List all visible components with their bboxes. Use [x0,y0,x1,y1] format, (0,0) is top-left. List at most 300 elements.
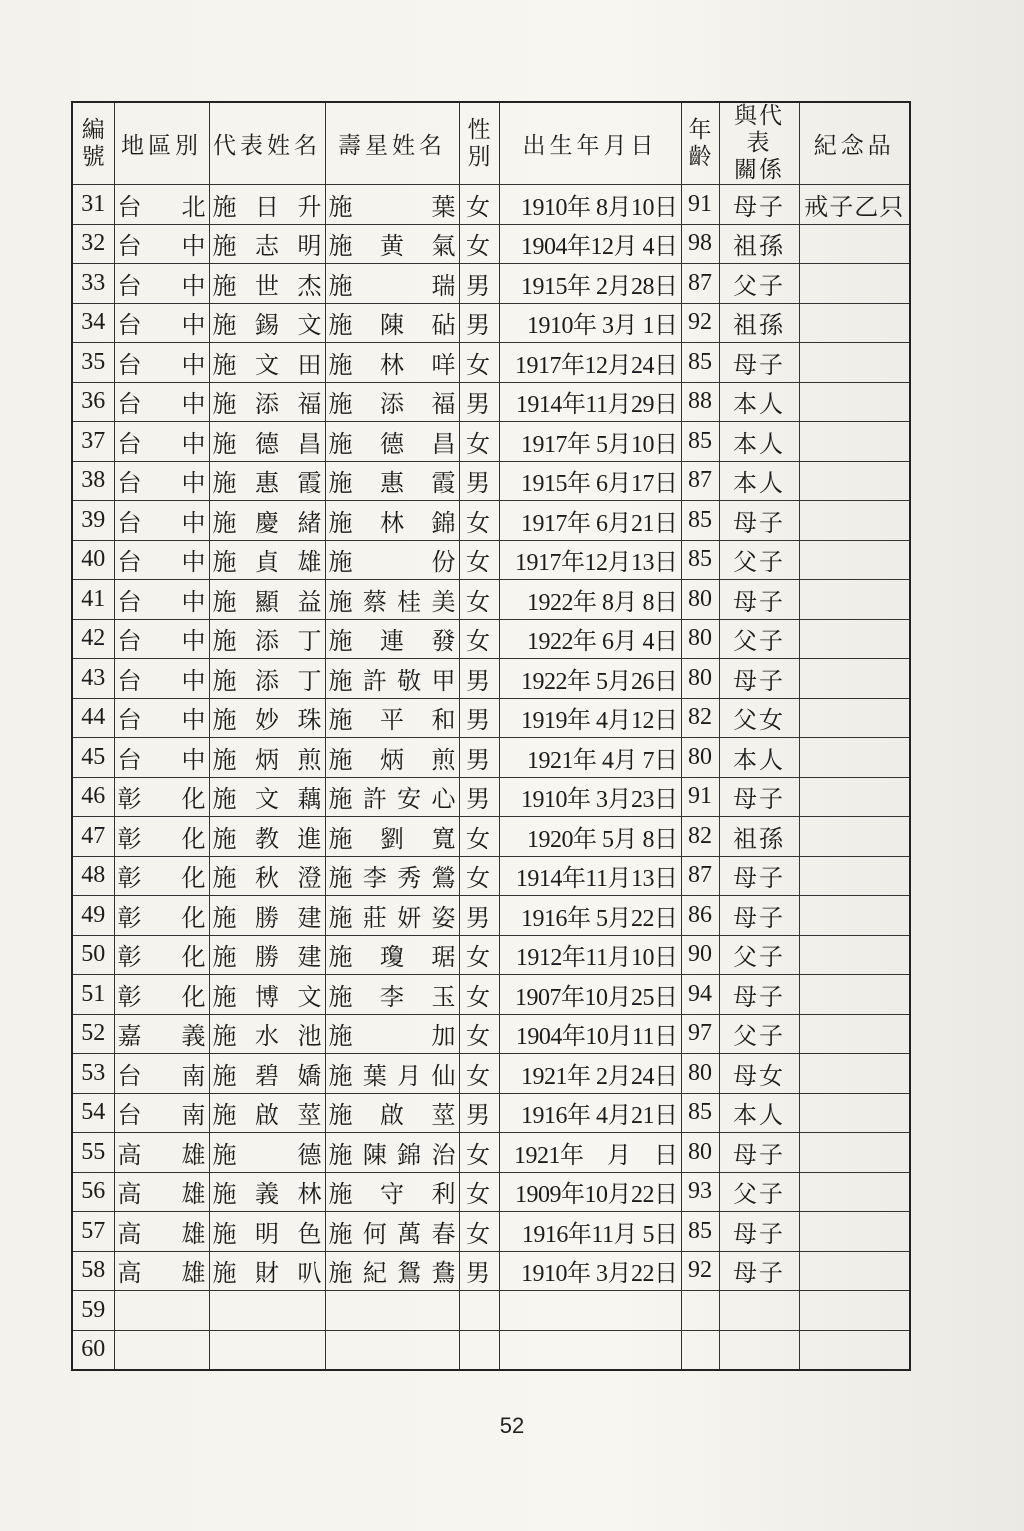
cell-birth: 1922年 5月26日 [499,659,681,699]
cell-number: 39 [72,501,114,541]
cell-number: 54 [72,1093,114,1133]
cell-region: 台中 [114,264,209,304]
cell-gift [799,738,910,778]
cell-representative: 施文藕 [209,777,325,817]
cell-representative: 施顯益 [209,580,325,620]
cell-gift [799,698,910,738]
cell-relation: 母子 [719,659,799,699]
cell-region: 高雄 [114,1172,209,1212]
table-row [72,1133,910,1173]
cell-elder [325,1330,459,1370]
cell-birth [499,1330,681,1370]
cell-relation [719,1291,799,1331]
cell-relation: 母子 [719,1251,799,1291]
cell-representative: 施惠霞 [209,461,325,501]
cell-number: 60 [72,1330,114,1370]
cell-birth: 1920年 5月 8日 [499,817,681,857]
cell-number: 50 [72,935,114,975]
table-row [72,501,910,541]
cell-gift [799,975,910,1015]
table-row [72,1291,910,1331]
cell-region: 台北 [114,185,209,225]
cell-sex: 男 [459,1251,499,1291]
cell-sex: 男 [459,303,499,343]
cell-relation: 母子 [719,1212,799,1252]
cell-number: 36 [72,382,114,422]
cell-birth: 1919年 4月12日 [499,698,681,738]
cell-region: 台中 [114,540,209,580]
cell-age: 82 [681,698,719,738]
table-row [72,935,910,975]
cell-birth: 1909年10月22日 [499,1172,681,1212]
cell-representative: 施炳煎 [209,738,325,778]
table-row [72,1330,910,1370]
cell-relation: 本人 [719,1093,799,1133]
table-body [72,185,910,1371]
cell-region: 台中 [114,422,209,462]
cell-representative: 施妙珠 [209,698,325,738]
cell-age: 88 [681,382,719,422]
cell-age: 85 [681,422,719,462]
cell-relation: 父子 [719,264,799,304]
cell-representative: 施添丁 [209,659,325,699]
cell-representative: 施啟莖 [209,1093,325,1133]
cell-relation: 祖孫 [719,817,799,857]
cell-gift [799,1133,910,1173]
cell-relation: 母子 [719,896,799,936]
cell-relation: 本人 [719,382,799,422]
cell-representative: 施秋澄 [209,856,325,896]
cell-age: 85 [681,540,719,580]
header-birth: 出生年月日 [499,102,681,185]
table-row [72,896,910,936]
cell-age: 80 [681,619,719,659]
cell-elder: 施惠霞 [325,461,459,501]
cell-birth: 1921年 月 日 [499,1133,681,1173]
cell-sex [459,1330,499,1370]
header-age: 年 齡 [681,102,719,185]
cell-representative: 施志明 [209,224,325,264]
cell-age: 93 [681,1172,719,1212]
cell-elder: 施陳砧 [325,303,459,343]
cell-age: 85 [681,343,719,383]
cell-relation [719,1330,799,1370]
cell-number: 35 [72,343,114,383]
cell-gift [799,659,910,699]
cell-gift [799,1212,910,1252]
cell-gift [799,619,910,659]
cell-number: 55 [72,1133,114,1173]
cell-region: 台中 [114,738,209,778]
cell-number: 51 [72,975,114,1015]
cell-gift [799,1330,910,1370]
table-row [72,185,910,225]
cell-birth: 1904年12月 4日 [499,224,681,264]
cell-number: 47 [72,817,114,857]
cell-gift: 戒子乙只 [799,185,910,225]
cell-gift [799,1251,910,1291]
cell-representative: 施添福 [209,382,325,422]
cell-sex: 男 [459,1093,499,1133]
longevity-registry-table [71,101,911,1371]
cell-region: 台中 [114,382,209,422]
table-row [72,382,910,422]
cell-region: 彰化 [114,817,209,857]
cell-age: 85 [681,1212,719,1252]
cell-relation: 母子 [719,580,799,620]
cell-sex: 男 [459,264,499,304]
cell-region [114,1330,209,1370]
cell-region: 高雄 [114,1212,209,1252]
cell-number: 31 [72,185,114,225]
cell-age: 92 [681,1251,719,1291]
cell-region: 彰化 [114,935,209,975]
cell-elder: 施炳煎 [325,738,459,778]
cell-age: 82 [681,817,719,857]
cell-sex: 女 [459,501,499,541]
cell-sex: 女 [459,935,499,975]
cell-elder: 施 瑞 [325,264,459,304]
cell-sex: 女 [459,1014,499,1054]
cell-birth: 1916年 4月21日 [499,1093,681,1133]
cell-number: 46 [72,777,114,817]
cell-number: 40 [72,540,114,580]
cell-number: 58 [72,1251,114,1291]
cell-relation: 父子 [719,1172,799,1212]
cell-elder: 施葉月仙 [325,1054,459,1094]
table-row [72,264,910,304]
cell-sex [459,1291,499,1331]
cell-region: 台中 [114,343,209,383]
cell-gift [799,777,910,817]
cell-region: 彰化 [114,856,209,896]
cell-elder: 施陳錦治 [325,1133,459,1173]
cell-number: 57 [72,1212,114,1252]
cell-representative: 施貞雄 [209,540,325,580]
cell-representative: 施義林 [209,1172,325,1212]
cell-birth: 1904年10月11日 [499,1014,681,1054]
cell-region: 台中 [114,659,209,699]
table-header-row [72,102,910,185]
cell-elder: 施啟莖 [325,1093,459,1133]
cell-number: 41 [72,580,114,620]
cell-sex: 女 [459,1054,499,1094]
cell-sex: 女 [459,185,499,225]
cell-birth: 1916年11月 5日 [499,1212,681,1252]
cell-elder: 施德昌 [325,422,459,462]
cell-representative [209,1291,325,1331]
cell-number: 37 [72,422,114,462]
cell-age: 90 [681,935,719,975]
cell-sex: 女 [459,422,499,462]
cell-birth: 1914年11月13日 [499,856,681,896]
cell-sex: 女 [459,580,499,620]
cell-elder: 施李秀鶯 [325,856,459,896]
cell-relation: 母子 [719,501,799,541]
cell-age [681,1291,719,1331]
header-sex: 性 別 [459,102,499,185]
cell-region: 台中 [114,303,209,343]
cell-number: 48 [72,856,114,896]
cell-relation: 母子 [719,1133,799,1173]
cell-elder: 施李玉 [325,975,459,1015]
cell-age: 91 [681,185,719,225]
cell-elder: 施 份 [325,540,459,580]
header-region: 地區別 [114,102,209,185]
table-row [72,856,910,896]
cell-region: 台中 [114,224,209,264]
header-number: 編 號 [72,102,114,185]
cell-sex: 女 [459,856,499,896]
cell-birth: 1912年11月10日 [499,935,681,975]
cell-birth: 1910年 3月22日 [499,1251,681,1291]
table-row [72,303,910,343]
cell-gift [799,343,910,383]
table-row [72,1014,910,1054]
cell-elder: 施 葉 [325,185,459,225]
cell-gift [799,303,910,343]
cell-elder: 施紀鴛鴦 [325,1251,459,1291]
cell-representative: 施教進 [209,817,325,857]
cell-age: 87 [681,264,719,304]
cell-gift [799,817,910,857]
table-row [72,777,910,817]
cell-age: 85 [681,1093,719,1133]
table-row [72,461,910,501]
table-row [72,817,910,857]
cell-elder: 施劉寬 [325,817,459,857]
cell-birth: 1916年 5月22日 [499,896,681,936]
cell-relation: 父子 [719,619,799,659]
cell-gift [799,1054,910,1094]
cell-relation: 父子 [719,540,799,580]
table-row [72,224,910,264]
cell-age: 91 [681,777,719,817]
cell-sex: 女 [459,975,499,1015]
table-row [72,1054,910,1094]
cell-representative: 施世杰 [209,264,325,304]
cell-number: 59 [72,1291,114,1331]
cell-sex: 男 [459,896,499,936]
cell-birth: 1917年 6月21日 [499,501,681,541]
cell-sex: 男 [459,461,499,501]
table-row [72,422,910,462]
cell-birth: 1907年10月25日 [499,975,681,1015]
cell-representative: 施碧嬌 [209,1054,325,1094]
cell-representative: 施水池 [209,1014,325,1054]
cell-gift [799,264,910,304]
cell-representative: 施明色 [209,1212,325,1252]
table-row [72,738,910,778]
cell-relation: 母子 [719,856,799,896]
cell-relation: 母子 [719,975,799,1015]
cell-relation: 父子 [719,1014,799,1054]
cell-number: 38 [72,461,114,501]
cell-region: 台中 [114,698,209,738]
page-number: 52 [499,1413,525,1438]
cell-gift [799,1093,910,1133]
cell-elder: 施黄氣 [325,224,459,264]
cell-representative: 施錫文 [209,303,325,343]
header-representative: 代表姓名 [209,102,325,185]
cell-number: 33 [72,264,114,304]
cell-representative: 施文田 [209,343,325,383]
cell-gift [799,856,910,896]
table-row [72,1172,910,1212]
cell-birth: 1921年 4月 7日 [499,738,681,778]
cell-sex: 女 [459,540,499,580]
cell-age: 80 [681,1133,719,1173]
table-row [72,343,910,383]
cell-number: 49 [72,896,114,936]
cell-gift [799,1172,910,1212]
header-relation: 與代表 關係 [719,102,799,185]
cell-region: 高雄 [114,1251,209,1291]
cell-representative: 施添丁 [209,619,325,659]
cell-gift [799,224,910,264]
cell-age [681,1330,719,1370]
cell-sex: 男 [459,777,499,817]
cell-sex: 男 [459,738,499,778]
cell-relation: 母女 [719,1054,799,1094]
cell-region: 台南 [114,1054,209,1094]
cell-birth: 1910年 3月 1日 [499,303,681,343]
cell-age: 94 [681,975,719,1015]
cell-number: 32 [72,224,114,264]
cell-number: 56 [72,1172,114,1212]
cell-relation: 本人 [719,461,799,501]
cell-elder: 施林咩 [325,343,459,383]
cell-representative: 施日升 [209,185,325,225]
cell-age: 85 [681,501,719,541]
cell-region: 彰化 [114,777,209,817]
cell-age: 86 [681,896,719,936]
cell-sex: 男 [459,382,499,422]
cell-sex: 男 [459,659,499,699]
cell-age: 87 [681,856,719,896]
cell-age: 80 [681,1054,719,1094]
cell-birth: 1910年 3月23日 [499,777,681,817]
cell-sex: 女 [459,343,499,383]
cell-birth: 1914年11月29日 [499,382,681,422]
cell-relation: 父子 [719,935,799,975]
cell-sex: 男 [459,698,499,738]
cell-birth: 1921年 2月24日 [499,1054,681,1094]
cell-region: 高雄 [114,1133,209,1173]
cell-region [114,1291,209,1331]
cell-region: 彰化 [114,975,209,1015]
cell-age: 80 [681,580,719,620]
header-gift: 紀念品 [799,102,910,185]
cell-relation: 祖孫 [719,303,799,343]
cell-representative: 施勝建 [209,935,325,975]
cell-elder: 施平和 [325,698,459,738]
table-row [72,698,910,738]
cell-gift [799,461,910,501]
cell-region: 台南 [114,1093,209,1133]
cell-gift [799,1291,910,1331]
cell-number: 52 [72,1014,114,1054]
cell-age: 97 [681,1014,719,1054]
cell-representative: 施博文 [209,975,325,1015]
table-row [72,1212,910,1252]
cell-birth: 1917年 5月10日 [499,422,681,462]
cell-sex: 女 [459,1133,499,1173]
cell-birth [499,1291,681,1331]
table-row [72,619,910,659]
cell-age: 80 [681,738,719,778]
cell-number: 42 [72,619,114,659]
cell-representative: 施財叭 [209,1251,325,1291]
cell-birth: 1917年12月13日 [499,540,681,580]
cell-region: 台中 [114,461,209,501]
table-row [72,540,910,580]
cell-elder: 施添福 [325,382,459,422]
cell-number: 34 [72,303,114,343]
cell-relation: 本人 [719,738,799,778]
cell-relation: 父女 [719,698,799,738]
cell-region: 嘉義 [114,1014,209,1054]
cell-representative: 施勝建 [209,896,325,936]
cell-sex: 女 [459,817,499,857]
cell-gift [799,935,910,975]
cell-gift [799,540,910,580]
cell-gift [799,501,910,541]
cell-birth: 1922年 6月 4日 [499,619,681,659]
cell-gift [799,422,910,462]
cell-gift [799,580,910,620]
table-row [72,1251,910,1291]
cell-relation: 母子 [719,343,799,383]
table-row [72,659,910,699]
table-row [72,1093,910,1133]
cell-number: 44 [72,698,114,738]
cell-birth: 1917年12月24日 [499,343,681,383]
cell-region: 彰化 [114,896,209,936]
cell-elder: 施許安心 [325,777,459,817]
cell-elder: 施 加 [325,1014,459,1054]
cell-elder [325,1291,459,1331]
cell-representative [209,1330,325,1370]
cell-region: 台中 [114,580,209,620]
cell-relation: 本人 [719,422,799,462]
cell-relation: 母子 [719,777,799,817]
cell-age: 87 [681,461,719,501]
cell-gift [799,896,910,936]
table-row [72,975,910,1015]
cell-representative: 施德昌 [209,422,325,462]
cell-elder: 施許敬甲 [325,659,459,699]
cell-elder: 施林錦 [325,501,459,541]
table-row [72,580,910,620]
cell-elder: 施何萬春 [325,1212,459,1252]
cell-gift [799,1014,910,1054]
cell-number: 53 [72,1054,114,1094]
cell-number: 43 [72,659,114,699]
cell-region: 台中 [114,619,209,659]
cell-age: 92 [681,303,719,343]
cell-sex: 女 [459,1172,499,1212]
cell-relation: 祖孫 [719,224,799,264]
cell-representative: 施慶緒 [209,501,325,541]
cell-representative: 施 德 [209,1133,325,1173]
cell-elder: 施莊妍姿 [325,896,459,936]
cell-sex: 女 [459,619,499,659]
cell-region: 台中 [114,501,209,541]
cell-birth: 1915年 6月17日 [499,461,681,501]
cell-birth: 1910年 8月10日 [499,185,681,225]
cell-elder: 施瓊琚 [325,935,459,975]
